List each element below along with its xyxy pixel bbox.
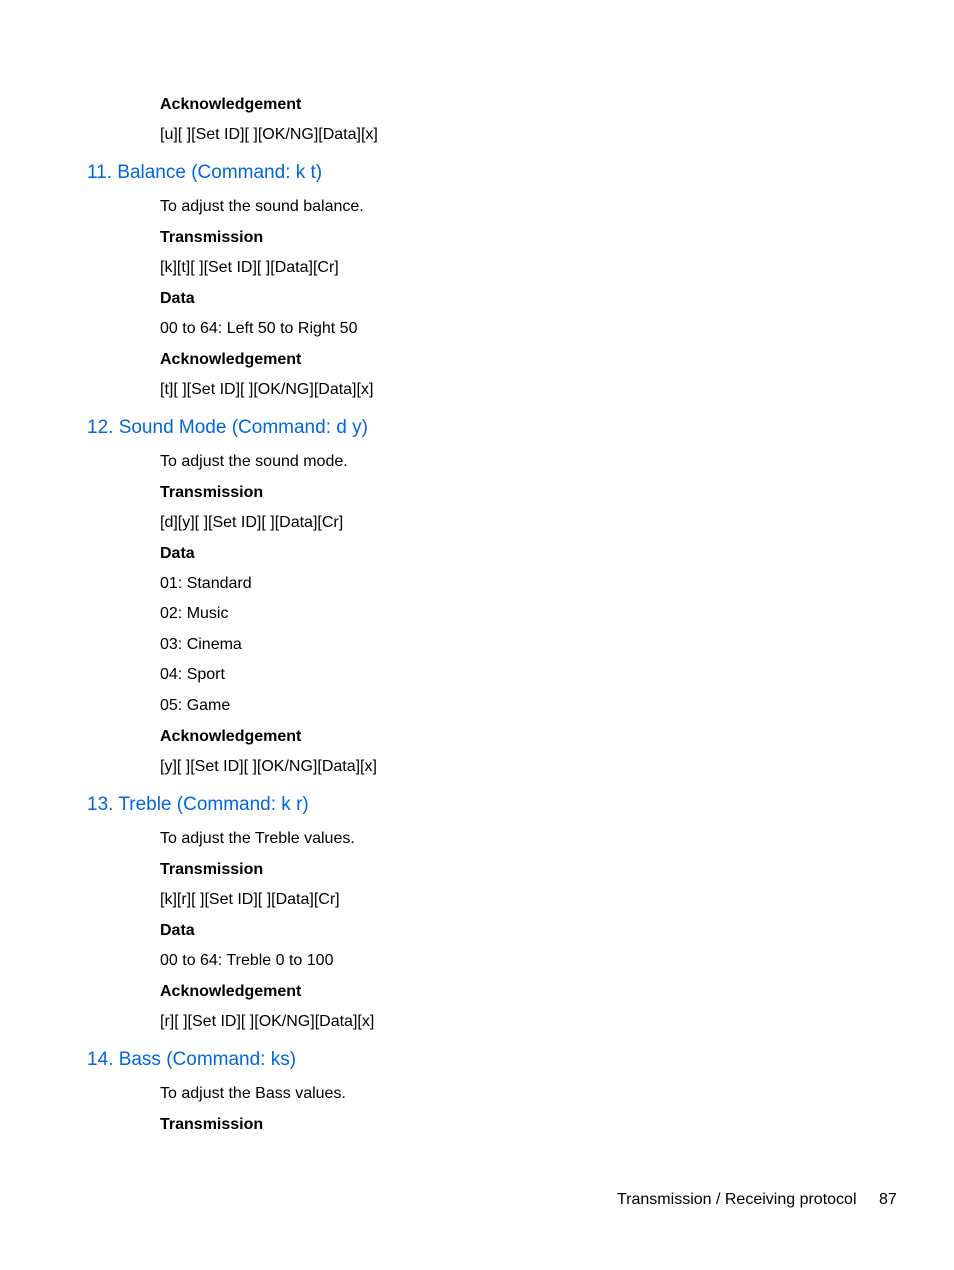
data-value: 02: Music <box>160 605 229 622</box>
footer-page-number: 87 <box>879 1191 897 1208</box>
section-description: To adjust the Treble values. <box>160 830 355 847</box>
acknowledgement-value: [y][ ][Set ID][ ][OK/NG][Data][x] <box>160 758 377 775</box>
data-label: Data <box>160 922 195 939</box>
transmission-value: [k][r][ ][Set ID][ ][Data][Cr] <box>160 891 340 908</box>
section-heading-bass: 14. Bass (Command: ks) <box>87 1049 297 1070</box>
data-label: Data <box>160 290 195 307</box>
data-value: 04: Sport <box>160 666 225 683</box>
acknowledgement-value: [r][ ][Set ID][ ][OK/NG][Data][x] <box>160 1013 375 1030</box>
acknowledgement-label: Acknowledgement <box>160 983 302 1000</box>
acknowledgement-label: Acknowledgement <box>160 351 302 368</box>
section-heading-treble: 13. Treble (Command: k r) <box>87 794 309 815</box>
data-value: 05: Game <box>160 697 231 714</box>
acknowledgement-value: [t][ ][Set ID][ ][OK/NG][Data][x] <box>160 381 374 398</box>
transmission-label: Transmission <box>160 229 264 246</box>
footer-section-name: Transmission / Receiving protocol <box>617 1191 857 1208</box>
transmission-value: [d][y][ ][Set ID][ ][Data][Cr] <box>160 514 344 531</box>
section-description: To adjust the sound balance. <box>160 198 364 215</box>
data-value: 01: Standard <box>160 575 252 592</box>
acknowledgement-label: Acknowledgement <box>160 728 302 745</box>
transmission-label: Transmission <box>160 861 264 878</box>
section-heading-balance: 11. Balance (Command: k t) <box>87 162 323 183</box>
data-value: 00 to 64: Treble 0 to 100 <box>160 952 334 969</box>
section-description: To adjust the Bass values. <box>160 1085 346 1102</box>
acknowledgement-label: Acknowledgement <box>160 96 302 113</box>
section-heading-sound-mode: 12. Sound Mode (Command: d y) <box>87 417 368 438</box>
acknowledgement-value: [u][ ][Set ID][ ][OK/NG][Data][x] <box>160 126 378 143</box>
section-description: To adjust the sound mode. <box>160 453 348 470</box>
transmission-label: Transmission <box>160 484 264 501</box>
transmission-label: Transmission <box>160 1116 264 1133</box>
data-label: Data <box>160 545 195 562</box>
data-value: 03: Cinema <box>160 636 242 653</box>
transmission-value: [k][t][ ][Set ID][ ][Data][Cr] <box>160 259 339 276</box>
data-value: 00 to 64: Left 50 to Right 50 <box>160 320 358 337</box>
